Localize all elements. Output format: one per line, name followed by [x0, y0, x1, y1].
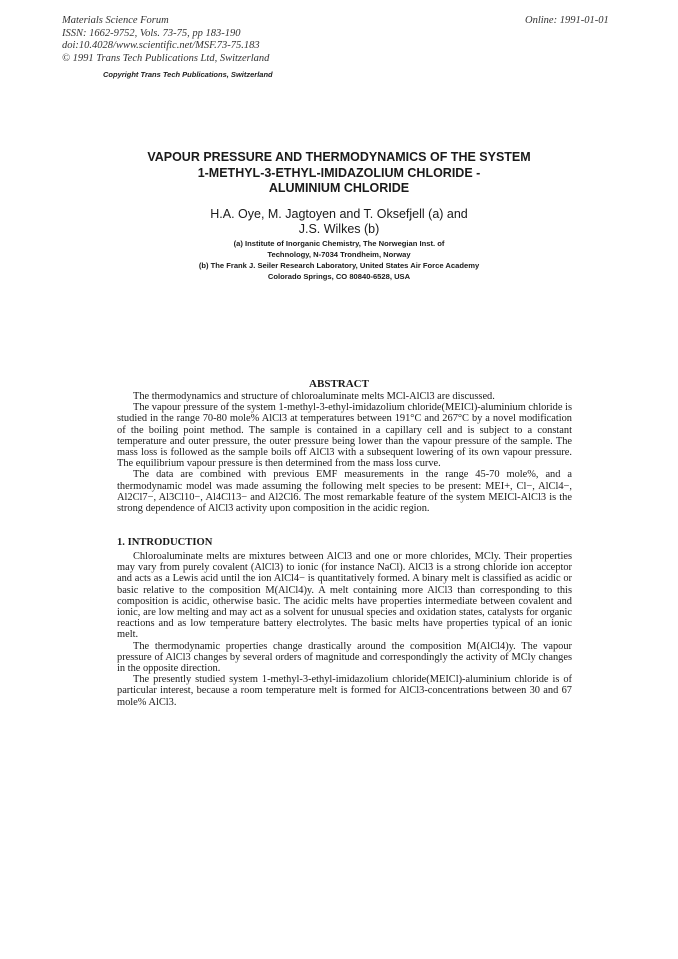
introduction-heading: 1. INTRODUCTION	[117, 537, 213, 548]
affiliation-b-line-1: (b) The Frank J. Seiler Research Laboratory, United States Air Force Academy	[198, 261, 480, 270]
author-list	[100, 207, 578, 236]
title-line-1: VAPOUR PRESSURE AND THERMODYNAMICS OF THE SYSTEM	[147, 150, 531, 164]
abstract-paragraph-3: The data are combined with previous EMF measurements in the range 45-70 mole%, and a thermodynamic model was made assuming the following melt species to be present: MEI+, Cl−, AlCl4−, Al2Cl7−, Al3Cl10−, Al4Cl13− and Al2Cl6. The most remarkable feature of the system MEICl-AlCl3 is the strong dependence of AlCl3 activity upon composition in the acidic region.	[117, 469, 572, 515]
intro-paragraph-3: The presently studied system 1-methyl-3-ethyl-imidazolium chloride(MEICl)-aluminium chloride is of particular interest, because a room temperature melt is formed for AlCl3-concentrations between 30 and 67 mole% AlCl3.	[117, 674, 572, 708]
copyright-line: © 1991 Trans Tech Publications Ltd, Switzerland	[62, 52, 270, 64]
abstract-paragraph-2: The vapour pressure of the system 1-methyl-3-ethyl-imidazolium chloride(MEICl)-aluminium chloride is studied in the range 70-80 mole% AlCl3 at temperatures between 191°C and 267°C by a novel modification of the boiling point method. The sample is contained in a capillary cell and is subject to a constant temperature and outer pressure, the outer pressure being lower than the vapour pressure of the sample. The mass loss is followed as the sample boils off AlCl3 with a subsequent lowering of its own vapour pressure. The equilibrium vapour pressure is then determined from the mass loss curve.	[117, 402, 572, 470]
copyright-stamp: Copyright Trans Tech Publications, Switzerland	[103, 70, 273, 79]
affiliations	[100, 238, 578, 282]
journal-name: Materials Science Forum	[62, 15, 169, 26]
affiliation-a-line-1: (a) Institute of Inorganic Chemistry, The Norwegian Inst. of	[233, 239, 445, 248]
abstract-heading: ABSTRACT	[309, 378, 369, 390]
affiliation-b-line-2: Colorado Springs, CO 80840-6528, USA	[267, 272, 411, 281]
title-line-2: 1-METHYL-3-ETHYL-IMIDAZOLIUM CHLORIDE -	[197, 165, 481, 180]
authors-line-2: J.S. Wilkes (b)	[298, 221, 380, 236]
intro-paragraph-1: Chloroaluminate melts are mixtures between AlCl3 and one or more chlorides, MCly. Their properties may vary from purely covalent (AlCl3) to ionic (for instance NaCl). AlCl3 is a strong chloride ion acceptor and acts as a Lewis acid until the ion AlCl4− is quantitatively formed. A binary melt is classified as acidic or basic relative to the composition M(AlCl4)y. A melt containing more AlCl3 than corresponding to this composition is acidic, otherwise basic. The acidic melts have properties intermediate between covalent and ionic, are low melting and may act as a solvent for unusual species and oxidation states, catalysts for organic reactions and as low temperature battery electrolytes. The basic melts have properties typical of an ionic melt.	[117, 551, 572, 641]
introduction-body	[117, 551, 572, 708]
issn-line: ISSN: 1662-9752, Vols. 73-75, pp 183-190	[62, 27, 241, 39]
doi-line[interactable]: doi:10.4028/www.scientific.net/MSF.73-75.183	[62, 40, 260, 51]
affiliation-a-line-2: Technology, N-7034 Trondheim, Norway	[267, 250, 411, 259]
abstract-body	[117, 391, 572, 514]
journal-header	[62, 15, 269, 65]
paper-title	[100, 150, 578, 197]
title-line-3: ALUMINIUM CHLORIDE	[268, 181, 410, 195]
abstract-paragraph-1: The thermodynamics and structure of chloroaluminate melts MCl-AlCl3 are discussed.	[133, 391, 495, 402]
authors-line-1: H.A. Oye, M. Jagtoyen and T. Oksefjell (a) and	[210, 207, 468, 221]
online-date: Online: 1991-01-01	[525, 15, 609, 26]
intro-paragraph-2: The thermodynamic properties change drastically around the composition M(AlCl4)y. The vapour pressure of AlCl3 changes by several orders of magnitude and correspondingly the activity of MCly changes in the opposite direction.	[117, 640, 572, 675]
